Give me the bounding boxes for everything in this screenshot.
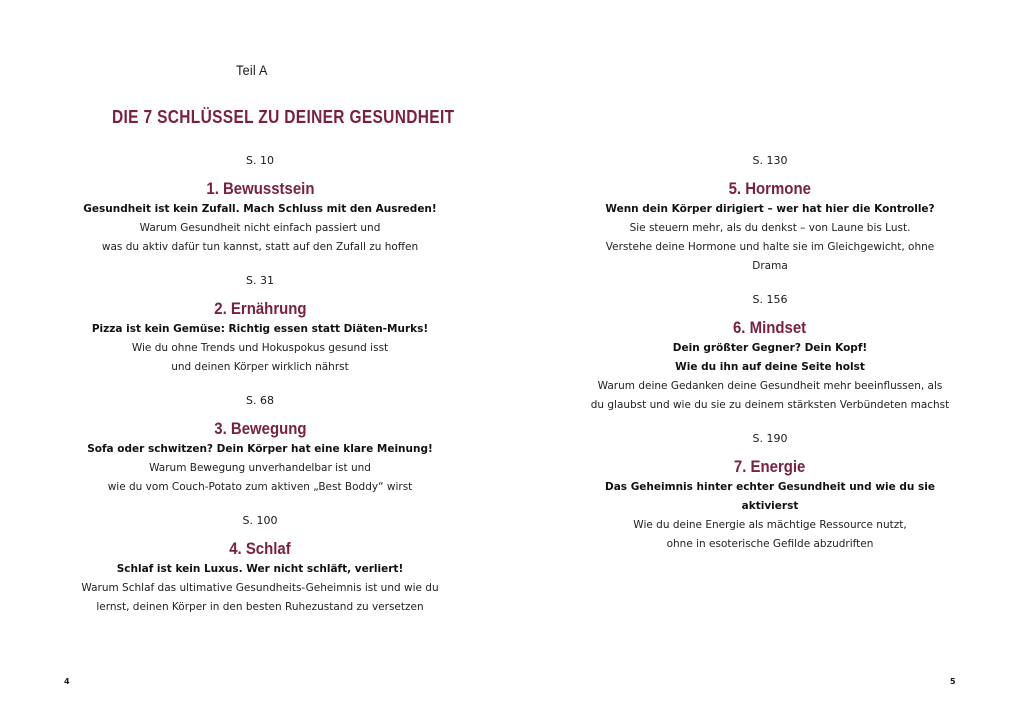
chapter-title: 3. Bewegung: [213, 419, 307, 438]
chapter-entry: [590, 154, 950, 276]
chapter-description-line: lernst, deinen Körper in den besten Ruhezustand zu versetzen: [96, 601, 424, 613]
chapter-page-ref: S. 68: [246, 394, 274, 407]
chapter-description-line: Sie steuern mehr, als du denkst – von Laune bis Lust.: [629, 222, 911, 234]
chapter-entry: [80, 274, 440, 377]
chapter-page-ref: S. 10: [246, 154, 274, 167]
page-number-left: 4: [64, 677, 70, 686]
part-title: DIE 7 SCHLÜSSEL ZU DEINER GESUNDHEIT: [112, 107, 455, 127]
part-label: Teil A: [236, 62, 268, 78]
right-chapter-column: [590, 150, 950, 554]
chapter-subtitle: Wenn dein Körper dirigiert – wer hat hier die Kontrolle?: [605, 203, 935, 215]
chapter-subtitle: Das Geheimnis hinter echter Gesundheit und wie du sie aktivierst: [604, 481, 936, 512]
chapter-description-line: Warum Bewegung unverhandelbar ist und: [149, 462, 371, 474]
chapter-title: 2. Ernährung: [213, 299, 307, 318]
chapter-title: 1. Bewusstsein: [205, 179, 315, 198]
chapter-page-ref: S. 130: [752, 154, 788, 167]
chapter-description-line: ohne in esoterische Gefilde abzudriften: [666, 538, 874, 550]
chapter-description-line: Wie du deine Energie als mächtige Ressource nutzt,: [633, 519, 907, 531]
chapter-description-line: und deinen Körper wirklich nährst: [171, 361, 349, 373]
left-chapter-column: [80, 150, 440, 617]
chapter-description-line: was du aktiv dafür tun kannst, statt auf den Zufall zu hoffen: [101, 241, 419, 253]
chapter-title: 5. Hormone: [728, 179, 812, 198]
chapter-description-line: Wie du ohne Trends und Hokuspokus gesund isst: [131, 342, 389, 354]
chapter-entry: [80, 154, 440, 257]
chapter-subtitle: Wie du ihn auf deine Seite holst: [675, 361, 865, 373]
chapter-page-ref: S. 31: [246, 274, 274, 287]
chapter-description-line: Verstehe deine Hormone und halte sie im Gleichgewicht, ohne Drama: [605, 241, 935, 272]
chapter-description-line: wie du vom Couch-Potato zum aktiven „Best Boddy“ wirst: [107, 481, 413, 493]
chapter-title: 6. Mindset: [733, 318, 807, 337]
chapter-entry: [80, 394, 440, 497]
chapter-title: 7. Energie: [734, 457, 806, 476]
chapter-subtitle: Schlaf ist kein Luxus. Wer nicht schläft, verliert!: [116, 563, 404, 575]
chapter-entry: [590, 432, 950, 554]
chapter-subtitle: Gesundheit ist kein Zufall. Mach Schluss mit den Ausreden!: [83, 203, 437, 215]
chapter-page-ref: S. 100: [242, 514, 278, 527]
chapter-page-ref: S. 190: [752, 432, 788, 445]
chapter-description-line: Warum deine Gedanken deine Gesundheit mehr beeinflussen, als: [597, 380, 943, 392]
chapter-description-line: Warum Schlaf das ultimative Gesundheits-Geheimnis ist und wie du: [81, 582, 439, 594]
chapter-subtitle: Sofa oder schwitzen? Dein Körper hat eine klare Meinung!: [87, 443, 433, 455]
chapter-subtitle: Pizza ist kein Gemüse: Richtig essen statt Diäten-Murks!: [91, 323, 429, 335]
chapter-entry: [590, 293, 950, 415]
chapter-description-line: du glaubst und wie du sie zu deinem stärksten Verbündeten machst: [590, 399, 950, 411]
page-number-right: 5: [950, 677, 956, 686]
chapter-entry: [80, 514, 440, 617]
chapter-title: 4. Schlaf: [229, 539, 291, 558]
chapter-page-ref: S. 156: [752, 293, 788, 306]
chapter-subtitle: Dein größter Gegner? Dein Kopf!: [672, 342, 868, 354]
chapter-description-line: Warum Gesundheit nicht einfach passiert und: [139, 222, 381, 234]
